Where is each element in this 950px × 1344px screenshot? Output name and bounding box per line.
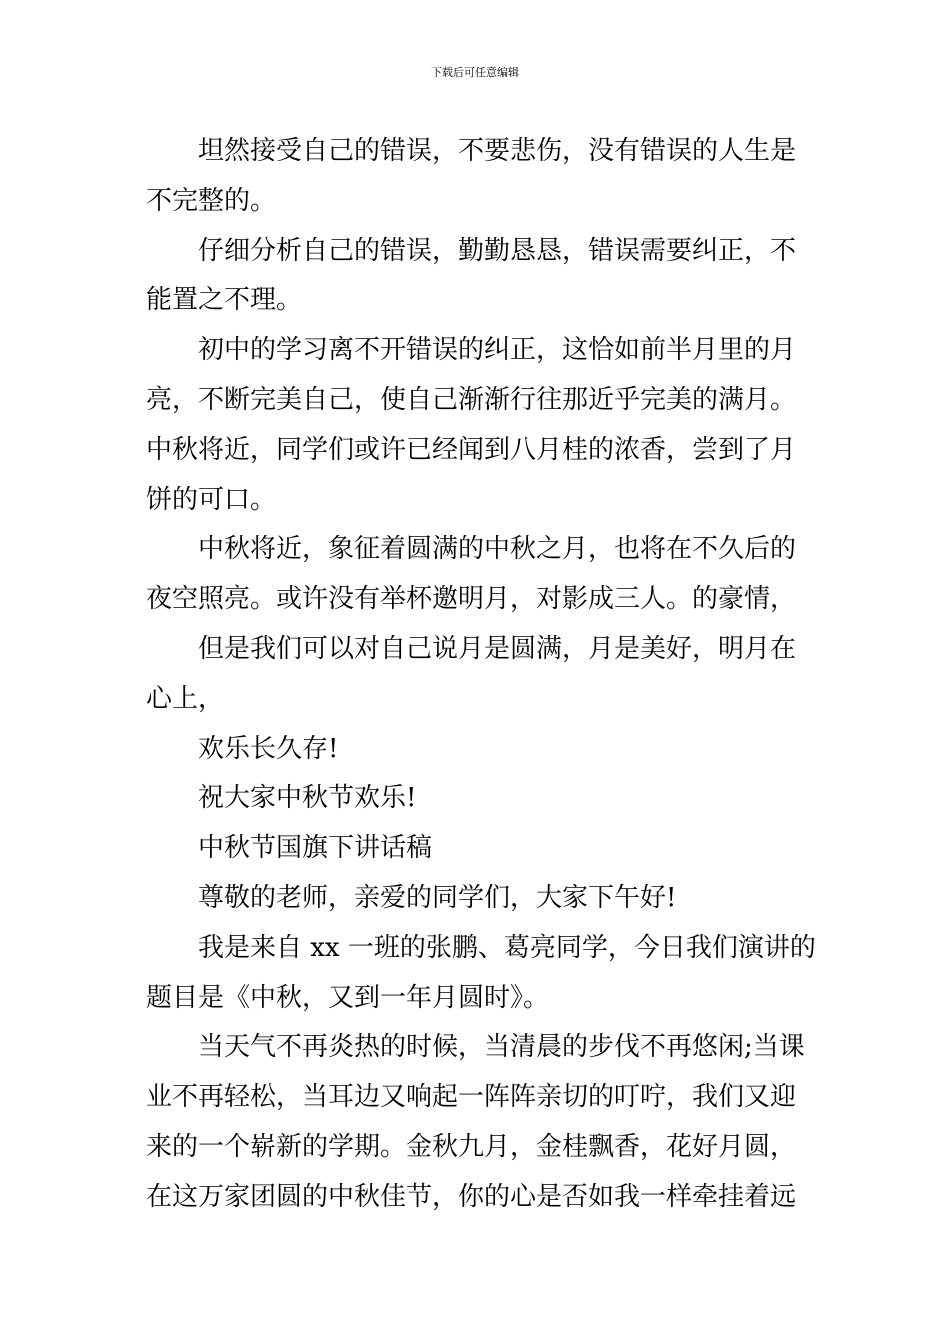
text-line: 初中的学习离不开错误的纠正，这恰如前半月里的月 — [198, 335, 797, 366]
text-line: 仔细分析自己的错误，勤勤恳恳，错误需要纠正，不 — [198, 235, 797, 266]
text-line: 能置之不理。 — [146, 285, 303, 316]
text-line: 心上， — [146, 683, 225, 714]
text-line: 欢乐长久存! — [198, 733, 339, 764]
text-line: 坦然接受自己的错误，不要悲伤，没有错误的人生是 — [198, 136, 797, 166]
text-line: 祝大家中秋节欢乐! — [198, 783, 417, 814]
document-body — [146, 127, 816, 1223]
text-line: 业不再轻松，当耳边又响起一阵阵亲切的叮咛，我们又迎 — [146, 1082, 797, 1113]
text-line: 饼的可口。 — [146, 484, 277, 515]
text-line: 中秋将近，同学们或许已经闻到八月桂的浓香，尝到了月 — [146, 434, 797, 465]
text-line: 尊敬的老师，亲爱的同学们，大家下午好! — [198, 882, 677, 913]
text-line: 我是来自 xx 一班的张鹏、葛亮同学，今日我们演讲的 — [198, 932, 816, 963]
text-line: 中秋将近，象征着圆满的中秋之月，也将在不久后的 — [198, 534, 797, 565]
text-line: 来的一个崭新的学期。金秋九月，金桂飘香，花好月圆， — [146, 1131, 797, 1162]
text-line: 当天气不再炎热的时候，当清晨的步伐不再悠闲;当课 — [198, 1032, 805, 1063]
text-line: 不完整的。 — [146, 185, 277, 216]
text-line: 在这万家团圆的中秋佳节，你的心是否如我一样牵挂着远 — [146, 1181, 797, 1212]
text-line: 题目是《中秋，又到一年月圆时》。 — [146, 982, 550, 1013]
text-line: 夜空照亮。或许没有举杯邀明月，对影成三人。的豪情， — [146, 584, 797, 615]
page-header: 下载后可任意编辑 — [431, 66, 519, 79]
text-line: 亮，不断完美自己，使自己渐渐行往那近乎完美的满月。 — [146, 384, 797, 415]
text-line: 但是我们可以对自己说月是圆满，月是美好，明月在 — [198, 633, 797, 664]
section-title: 中秋节国旗下讲话稿 — [198, 833, 433, 864]
